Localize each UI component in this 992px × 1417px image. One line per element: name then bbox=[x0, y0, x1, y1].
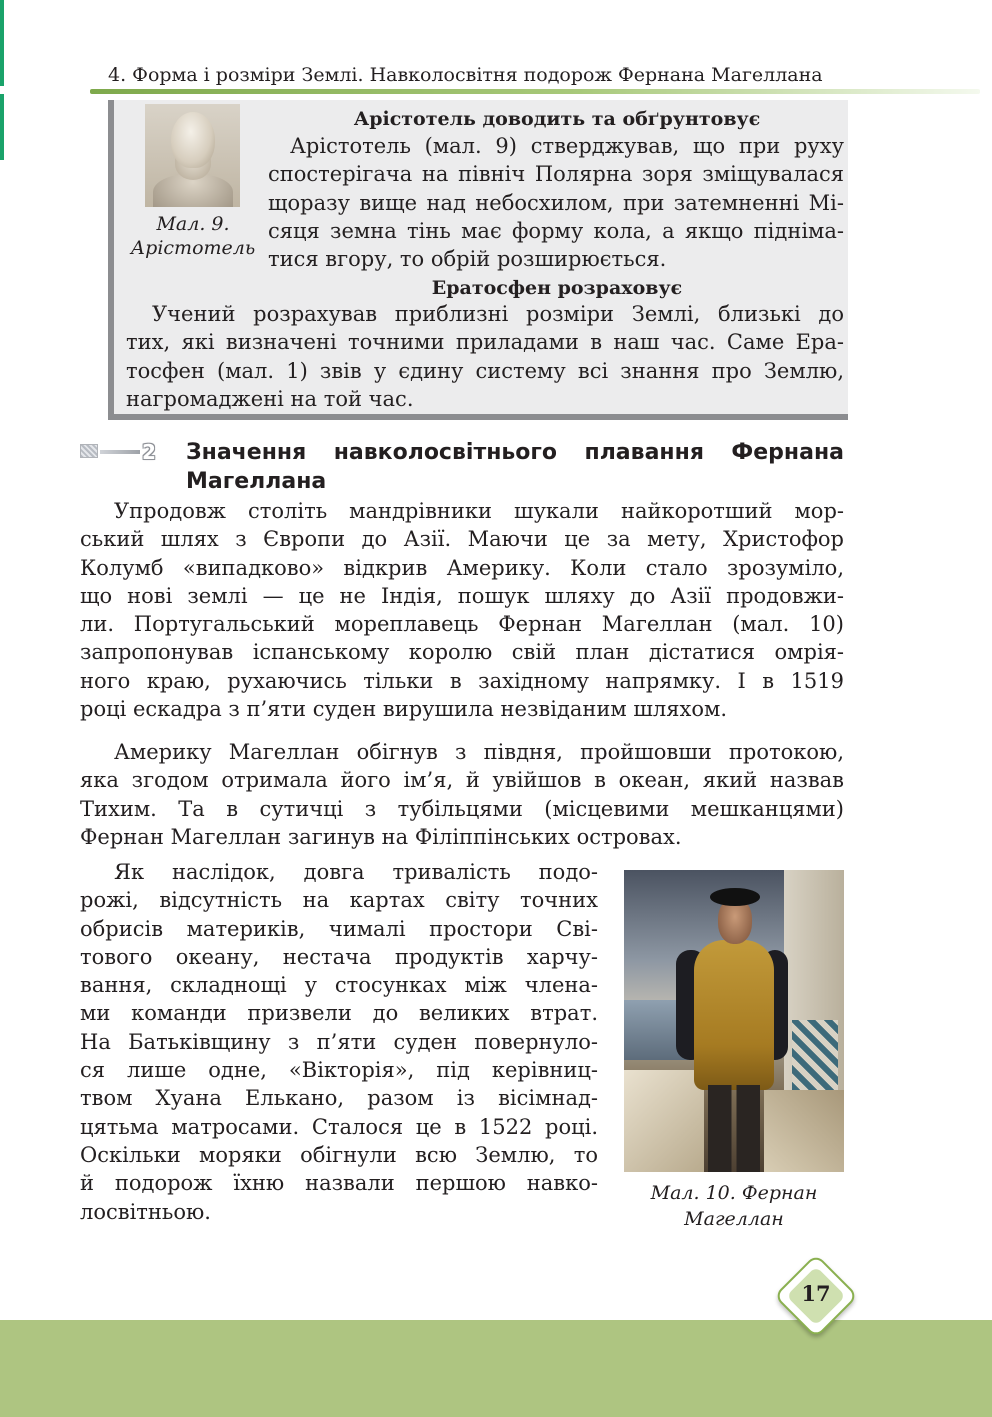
section-marker bbox=[80, 440, 166, 462]
left-edge-marker bbox=[0, 0, 4, 160]
paragraph-3: Як наслідок, довга тривалість подо- рожі, відсутність на картах світу точних обрисів материків, чималі простори Сві- тового океану, нестача продуктів харчу- вання, складнощі у стосунках між члена- ми команди призвели до великих втрат. На Батьківщину з п’яти суден повернуло- ся лише одне, «Вікторія», під керівниц- твом Хуана Елькано, разом із вісімнад- цятьма матросами. Сталося це в 1522 році. Оскільки моряки обігнули всю Землю, то й подорож їхню назвали першою навко- лосвітньою. bbox=[80, 860, 598, 1224]
aristotle-text: Арістотель (мал. 9) стверджував, що при руху спостерігача на північ Полярна зоря зміщувалася щоразу вище над небосхилом, при затемненні Мі- сяця земна тінь має форму кола, а якщо підніма- тися вгору, то обрій розширюється. bbox=[268, 134, 844, 272]
figure-10-caption: Мал. 10. Фернан Магеллан bbox=[650, 1182, 818, 1230]
aristotle-photo bbox=[145, 104, 240, 207]
section-number: 2 bbox=[142, 440, 156, 464]
eratosthenes-heading: Ератосфен розраховує bbox=[431, 277, 683, 299]
aristotle-heading: Арістотель доводить та обґрунтовує bbox=[353, 108, 761, 130]
paragraph-2: Америку Магеллан обігнув з півдня, пройшовши протокою, яка згодом отримала його ім’я, й увійшов в океан, який назвав Тихим. Та в сутичці з тубільцями (місцевими мешканцями) Фернан Магеллан загинув на Філіппінських островах. bbox=[80, 740, 844, 849]
header-rule bbox=[90, 89, 980, 94]
running-head: 4. Форма і розміри Землі. Навколосвітня подорож Фернана Магеллана bbox=[108, 64, 823, 86]
page-number: 17 bbox=[801, 1281, 831, 1306]
magellan-portrait bbox=[624, 870, 844, 1172]
section-title: Значення навколосвітнього плавання Фернана Магеллана bbox=[186, 440, 844, 494]
grid-icon bbox=[80, 444, 98, 458]
paragraph-1: Упродовж століть мандрівники шукали найкоротший мор- ський шлях з Європи до Азії. Маючи це за мету, Христофор Колумб «випадково» відкрив Америку. Коли стало зрозуміло, що нові землі — це не Індія, пошук шляху до Азії продовжи- ли. Португальський мореплавець Фернан Магеллан (мал. 10) запропонував іспанському королю свій план дістатися омрія- ного краю, рухаючись тільки в західному напрямку. І в 1519 році ескадра з п’яти суден вирушила незвіданим шляхом. bbox=[80, 499, 844, 722]
page-footer-band bbox=[0, 1320, 992, 1417]
figure-9-caption: Мал. 9. Арістотель bbox=[130, 213, 256, 259]
eratosthenes-text: Учений розрахував приблизні розміри Землі, близькі до тих, які визначені точними приладами в наш час. Саме Ера- тосфен (мал. 1) звів у єдину систему всі знання про Землю, нагромаджені на той час. bbox=[126, 302, 844, 411]
